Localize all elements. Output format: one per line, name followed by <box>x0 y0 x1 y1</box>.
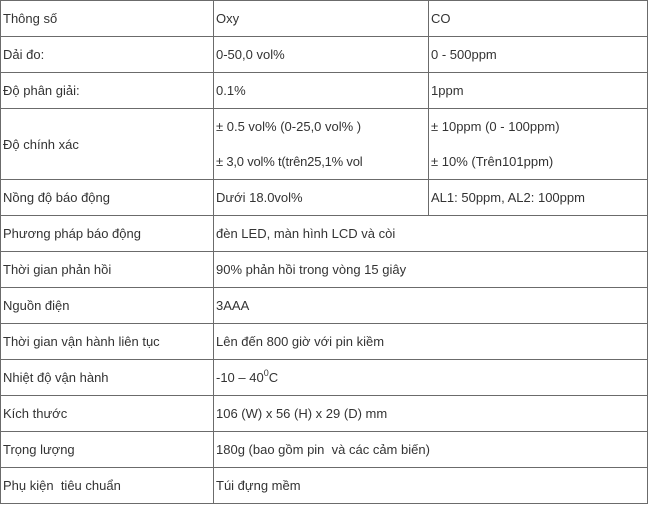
resolution-label: Độ phân giải: <box>1 73 214 109</box>
power-label: Nguồn điện <box>1 288 214 324</box>
table-row-operating-time <box>1 324 648 360</box>
header-oxy-cell: Oxy <box>214 1 429 37</box>
table-row-range <box>1 37 648 73</box>
resolution-co: 1ppm <box>429 73 648 109</box>
resolution-oxy: 0.1% <box>214 73 429 109</box>
table-row-alarm-level <box>1 180 648 216</box>
alarm-level-oxy: Dưới 18.0vol% <box>214 180 429 216</box>
table-row-response-time <box>1 252 648 288</box>
table-row-power <box>1 288 648 324</box>
table-row-accessories <box>1 468 648 504</box>
range-co: 0 - 500ppm <box>429 37 648 73</box>
alarm-level-co: AL1: 50ppm, AL2: 100ppm <box>429 180 648 216</box>
accuracy-co-cell <box>429 109 648 180</box>
accuracy-oxy-line-1: ± 0.5 vol% (0-25,0 vol% ) <box>216 118 362 134</box>
table-row-resolution <box>1 73 648 109</box>
power-value: 3AAA <box>214 288 648 324</box>
range-label: Dải đo: <box>1 37 214 73</box>
alarm-method-value: đèn LED, màn hình LCD và còi <box>214 216 648 252</box>
table-row-operating-temp <box>1 360 648 396</box>
weight-label: Trọng lượng <box>1 432 214 468</box>
operating-temp-prefix: -10 – 40 <box>216 370 264 385</box>
accuracy-oxy-line-2: ± 3,0 vol% t(trên25,1% vol <box>216 153 363 169</box>
alarm-level-label: Nồng độ báo động <box>1 180 214 216</box>
table-row-accuracy <box>1 109 648 180</box>
header-param-cell: Thông số <box>1 1 214 37</box>
table-row-weight <box>1 432 648 468</box>
accuracy-co-line-1: ± 10ppm (0 - 100ppm) <box>431 118 560 134</box>
accuracy-label: Độ chính xác <box>1 109 214 180</box>
alarm-method-label: Phương pháp báo động <box>1 216 214 252</box>
range-oxy: 0-50,0 vol% <box>214 37 429 73</box>
operating-temp-value <box>214 360 648 396</box>
accuracy-oxy-cell <box>214 109 429 180</box>
response-time-value: 90% phản hồi trong vòng 15 giây <box>214 252 648 288</box>
accuracy-co-line-2: ± 10% (Trên101ppm) <box>431 153 554 169</box>
table-row-header <box>1 1 648 37</box>
operating-temp-degree: 0 <box>263 368 269 378</box>
operating-temp-unit: C <box>268 370 279 385</box>
operating-time-value: Lên đến 800 giờ với pin kiềm <box>214 324 648 360</box>
operating-time-label: Thời gian vận hành liên tục <box>1 324 214 360</box>
accessories-value: Túi đựng mềm <box>214 468 648 504</box>
table-row-alarm-method <box>1 216 648 252</box>
table-row-dimensions <box>1 396 648 432</box>
dimensions-label: Kích thước <box>1 396 214 432</box>
header-co-cell: CO <box>429 1 648 37</box>
response-time-label: Thời gian phản hồi <box>1 252 214 288</box>
dimensions-value: 106 (W) x 56 (H) x 29 (D) mm <box>214 396 648 432</box>
accessories-label: Phụ kiện tiêu chuẩn <box>1 468 214 504</box>
operating-temp-label: Nhiệt độ vận hành <box>1 360 214 396</box>
weight-value: 180g (bao gồm pin và các cảm biến) <box>214 432 648 468</box>
